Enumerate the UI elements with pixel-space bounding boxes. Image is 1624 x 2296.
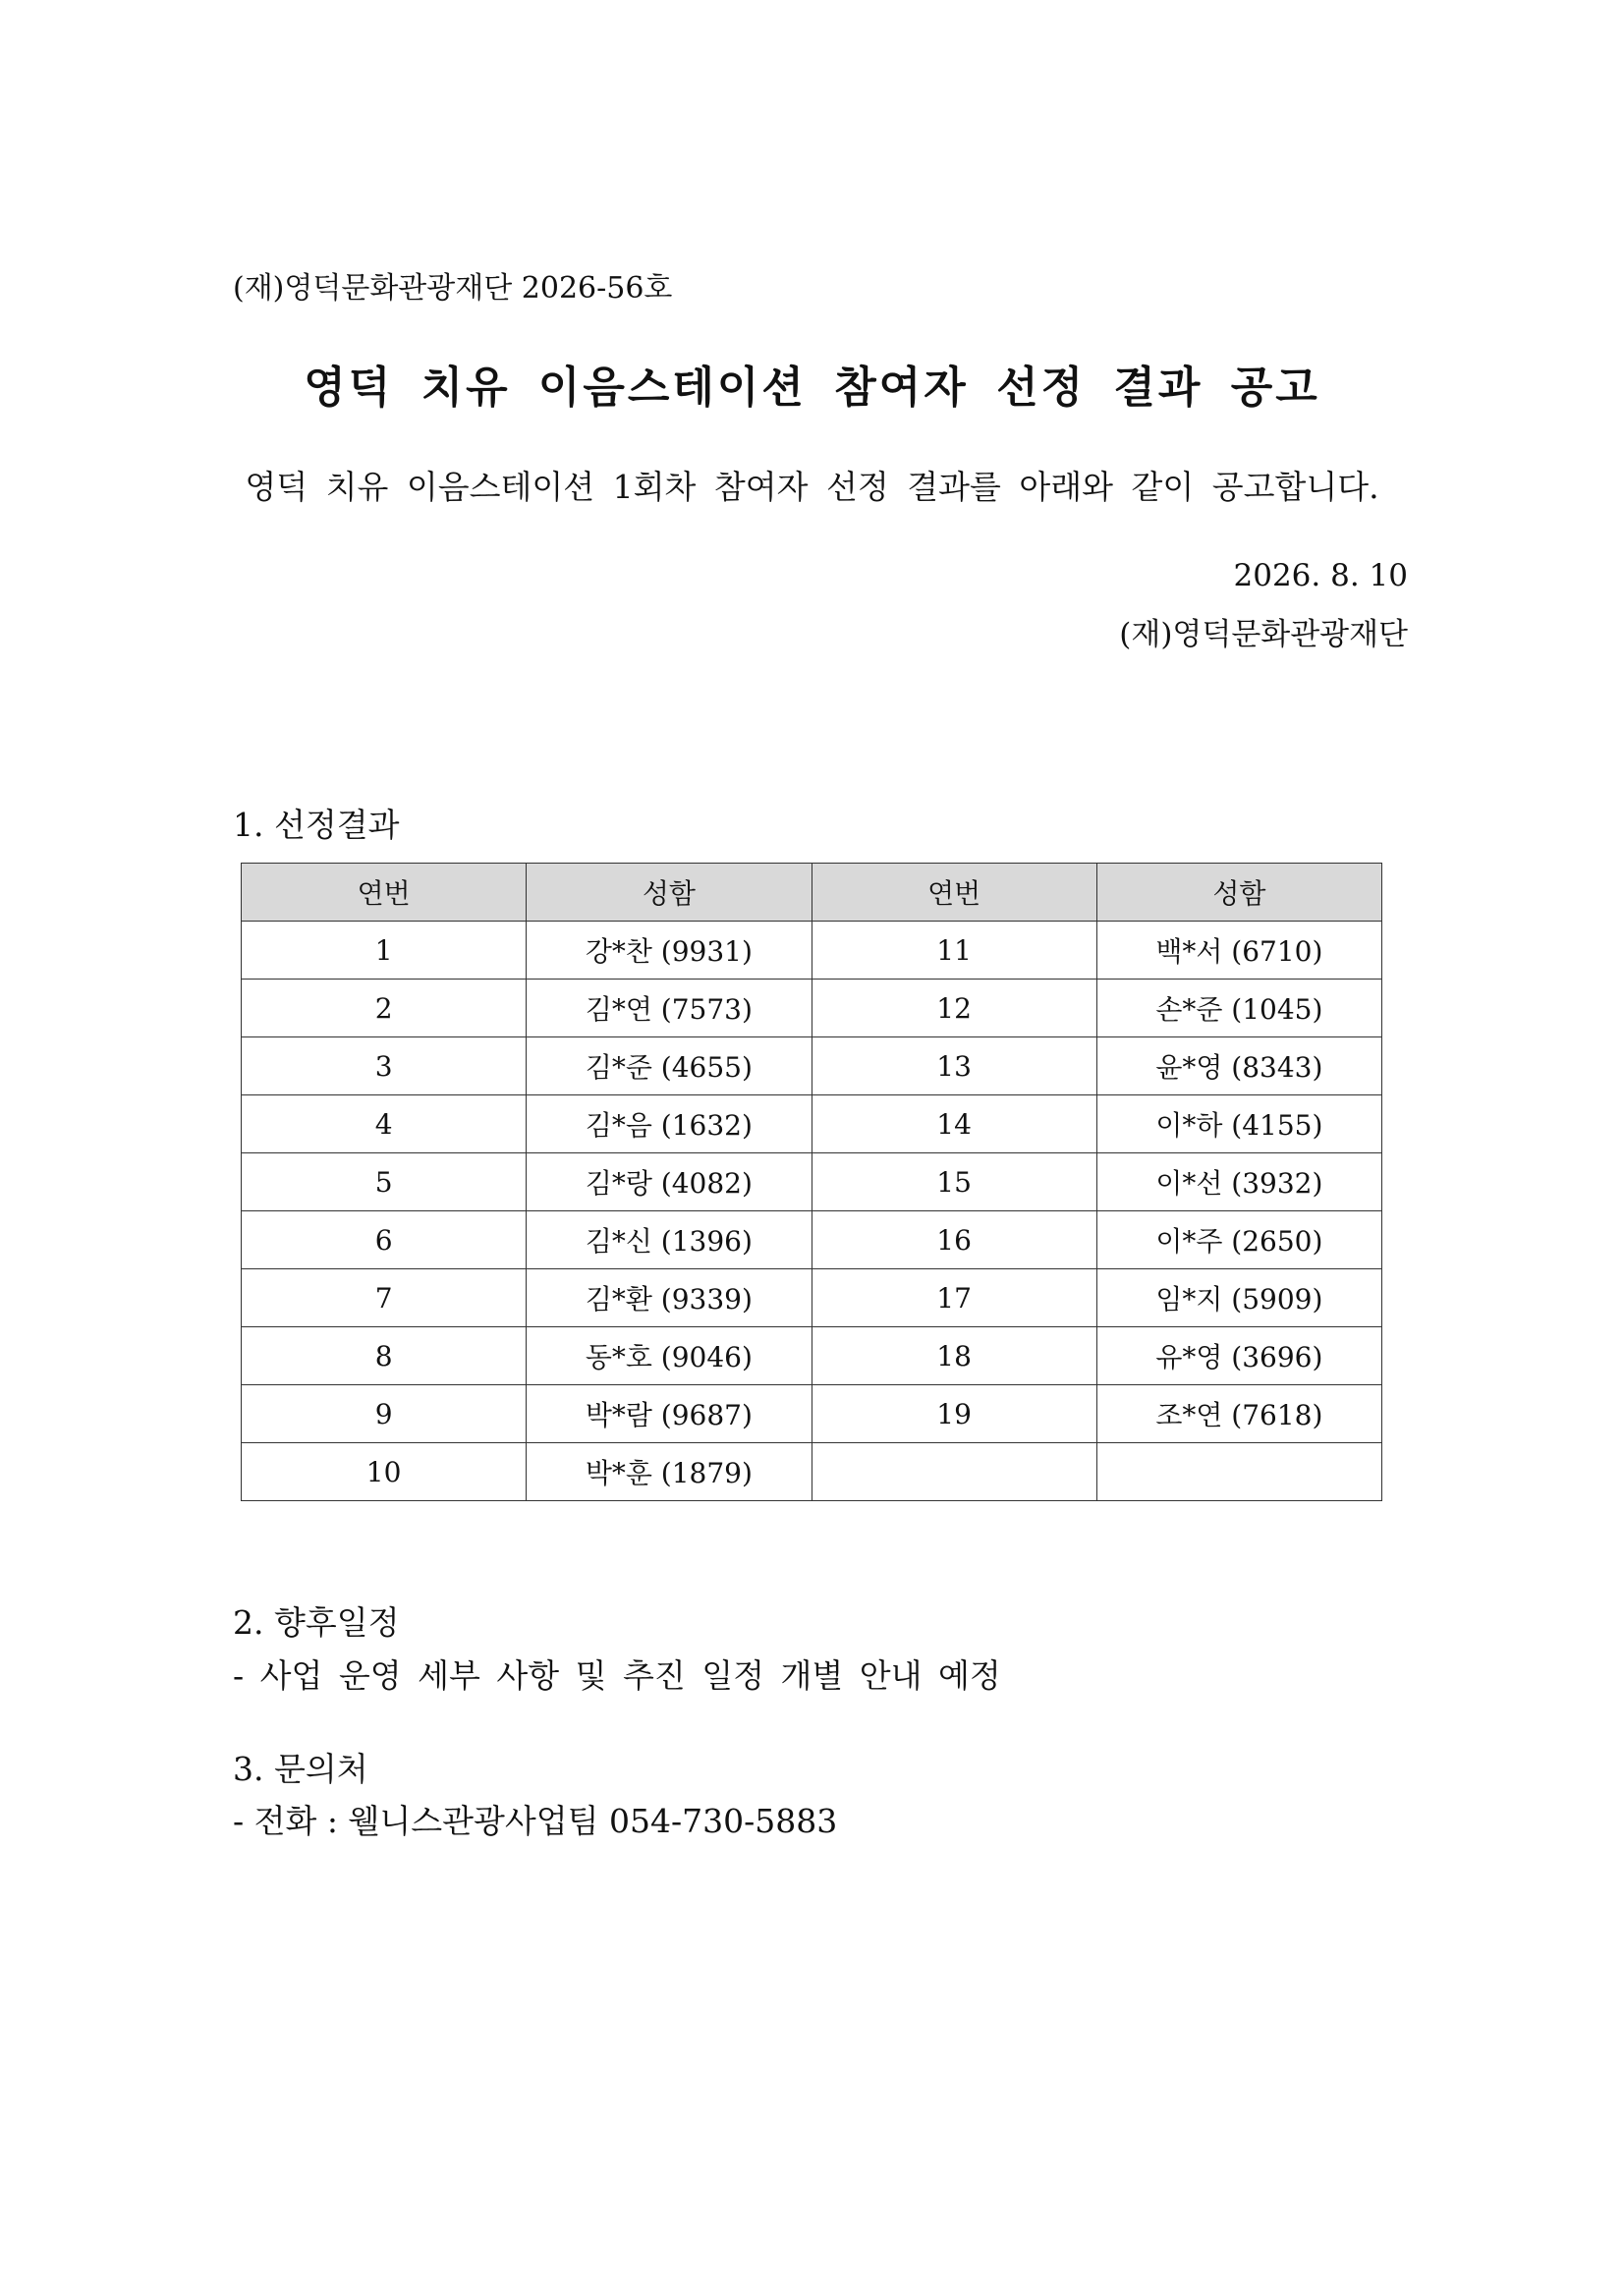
intro-text: 영덕 치유 이음스테이션 1회차 참여자 선정 결과를 아래와 같이 공고합니다.: [245, 468, 1379, 506]
serial-number-cell: 2: [242, 980, 527, 1037]
serial-number-cell: 8: [242, 1327, 527, 1385]
table-row: [242, 1153, 1382, 1211]
serial-number-cell: 5: [242, 1153, 527, 1211]
serial-number-cell: 6: [242, 1211, 527, 1269]
serial-number-cell: 15: [812, 1153, 1096, 1211]
participant-name-cell: 동*호 (9046): [527, 1327, 812, 1385]
serial-number-cell: 3: [242, 1037, 527, 1095]
table-row: [242, 980, 1382, 1037]
section-heading-schedule: 2. 향후일정: [233, 1603, 400, 1642]
contact-text: - 전화 : 웰니스관광사업팀 054-730-5883: [233, 1802, 838, 1840]
table-row: [242, 1095, 1382, 1153]
serial-number-cell: 4: [242, 1095, 527, 1153]
participant-name-cell: 박*람 (9687): [527, 1385, 812, 1443]
serial-number-cell: 12: [812, 980, 1096, 1037]
table-row: [242, 922, 1382, 980]
table-header-row: [242, 864, 1382, 922]
announcement-date: 2026. 8. 10: [1233, 558, 1408, 593]
participant-name-cell: 강*찬 (9931): [527, 922, 812, 980]
column-header: 연번: [812, 864, 1096, 922]
table-row: [242, 1037, 1382, 1095]
issuing-organization: (재)영덕문화관광재단: [1119, 617, 1408, 652]
serial-number-cell: 18: [812, 1327, 1096, 1385]
participant-name-cell: 손*준 (1045): [1096, 980, 1381, 1037]
participant-name-cell: 김*음 (1632): [527, 1095, 812, 1153]
participant-name-cell: 이*주 (2650): [1096, 1211, 1381, 1269]
participant-name-cell: 윤*영 (8343): [1096, 1037, 1381, 1095]
column-header: 연번: [242, 864, 527, 922]
section-heading-results: 1. 선정결과: [233, 806, 400, 844]
participant-name-cell: 김*연 (7573): [527, 980, 812, 1037]
participant-name-cell: 김*랑 (4082): [527, 1153, 812, 1211]
serial-number-cell: 11: [812, 922, 1096, 980]
participant-name-cell: 조*연 (7618): [1096, 1385, 1381, 1443]
table-row: [242, 1211, 1382, 1269]
participant-name-cell: 백*서 (6710): [1096, 922, 1381, 980]
serial-number-cell: 9: [242, 1385, 527, 1443]
results-table: [241, 863, 1382, 1501]
section-heading-contact: 3. 문의처: [233, 1750, 368, 1788]
table-row: [242, 1269, 1382, 1327]
serial-number-cell: [812, 1443, 1096, 1501]
participant-name-cell: 이*하 (4155): [1096, 1095, 1381, 1153]
participant-name-cell: 임*지 (5909): [1096, 1269, 1381, 1327]
participant-name-cell: 박*훈 (1879): [527, 1443, 812, 1501]
serial-number-cell: 19: [812, 1385, 1096, 1443]
table-row: [242, 1443, 1382, 1501]
document-number: (재)영덕문화관광재단 2026-56호: [233, 271, 673, 306]
participant-name-cell: 김*준 (4655): [527, 1037, 812, 1095]
participant-name-cell: [1096, 1443, 1381, 1501]
serial-number-cell: 10: [242, 1443, 527, 1501]
serial-number-cell: 16: [812, 1211, 1096, 1269]
column-header: 성함: [1096, 864, 1381, 922]
participant-name-cell: 김*환 (9339): [527, 1269, 812, 1327]
table-row: [242, 1327, 1382, 1385]
participant-name-cell: 유*영 (3696): [1096, 1327, 1381, 1385]
participant-name-cell: 이*선 (3932): [1096, 1153, 1381, 1211]
table-row: [242, 1385, 1382, 1443]
serial-number-cell: 1: [242, 922, 527, 980]
serial-number-cell: 13: [812, 1037, 1096, 1095]
page-title: 영덕 치유 이음스테이션 참여자 선정 결과 공고: [304, 363, 1320, 413]
column-header: 성함: [527, 864, 812, 922]
schedule-text: - 사업 운영 세부 사항 및 추진 일정 개별 안내 예정: [233, 1656, 1001, 1695]
serial-number-cell: 7: [242, 1269, 527, 1327]
serial-number-cell: 14: [812, 1095, 1096, 1153]
serial-number-cell: 17: [812, 1269, 1096, 1327]
participant-name-cell: 김*신 (1396): [527, 1211, 812, 1269]
